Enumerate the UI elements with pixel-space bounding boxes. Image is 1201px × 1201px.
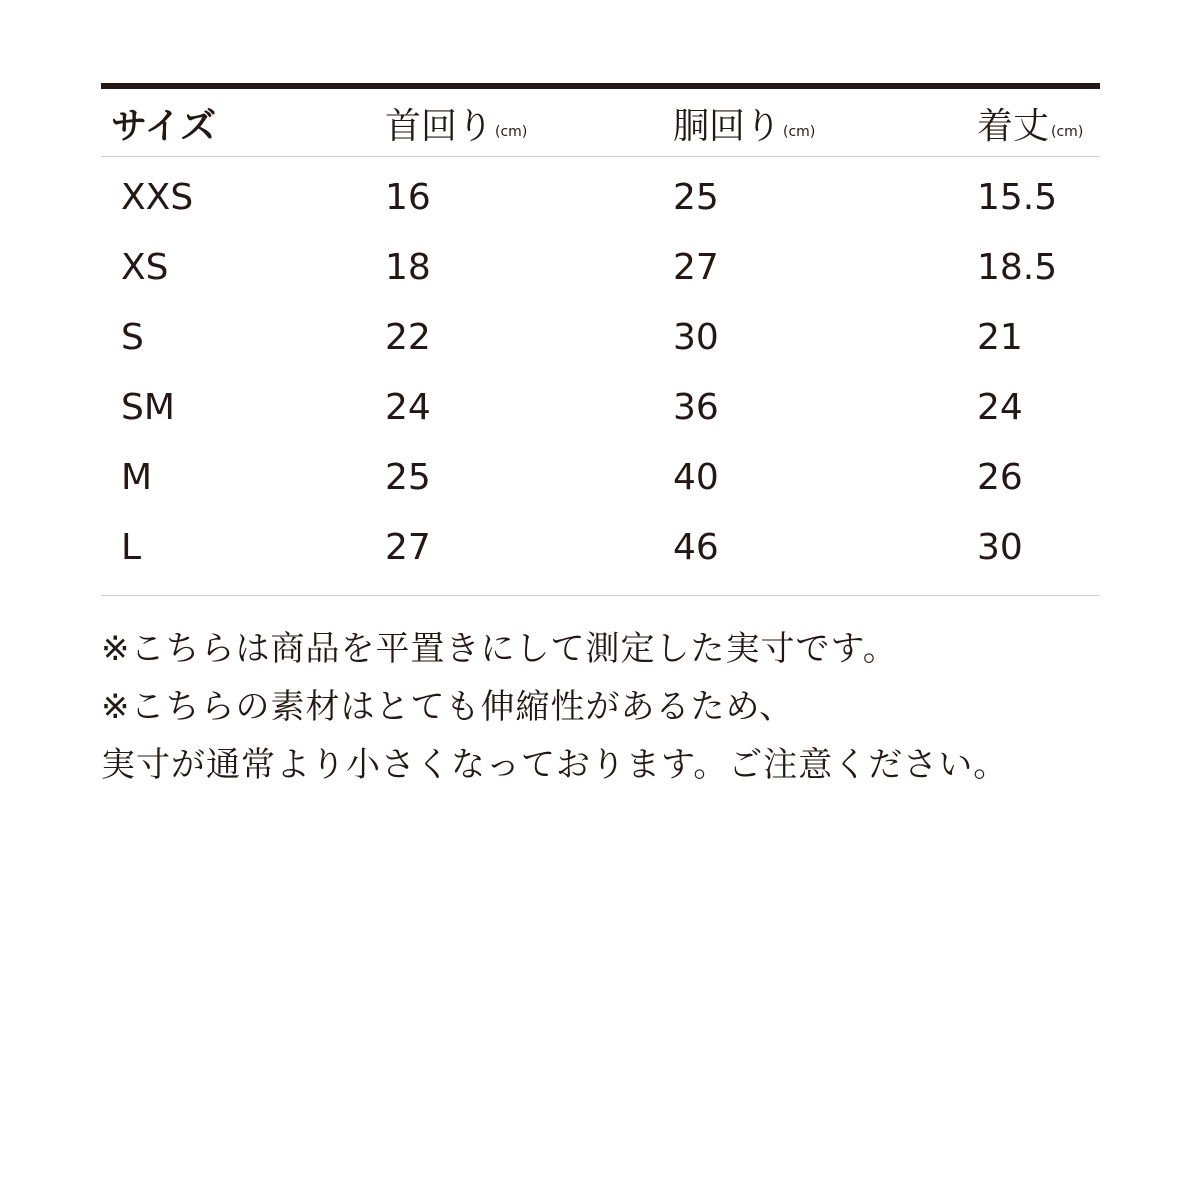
table-row bbox=[101, 160, 1100, 230]
table-body bbox=[101, 157, 1100, 596]
cell-neck: 27 bbox=[385, 527, 431, 568]
header-length-unit: (cm) bbox=[1051, 124, 1084, 140]
cell-size: XS bbox=[121, 247, 169, 288]
cell-chest: 36 bbox=[673, 387, 719, 428]
cell-length: 26 bbox=[977, 457, 1023, 498]
cell-neck: 22 bbox=[385, 317, 431, 358]
note-line-measurement: ※こちらは商品を平置きにして測定した実寸です。 bbox=[101, 629, 898, 669]
header-chest-unit: (cm) bbox=[783, 124, 816, 140]
cell-length: 30 bbox=[977, 527, 1023, 568]
cell-length: 18.5 bbox=[977, 247, 1058, 288]
cell-chest: 27 bbox=[673, 247, 719, 288]
table-row bbox=[101, 370, 1100, 440]
cell-length: 24 bbox=[977, 387, 1023, 428]
cell-chest: 40 bbox=[673, 457, 719, 498]
header-neck-unit: (cm) bbox=[495, 124, 528, 140]
table-row bbox=[101, 230, 1100, 300]
cell-size: SM bbox=[121, 387, 175, 428]
cell-size: L bbox=[121, 527, 142, 568]
cell-chest: 25 bbox=[673, 177, 719, 218]
cell-size: XXS bbox=[121, 177, 194, 218]
cell-size: M bbox=[121, 457, 153, 498]
cell-neck: 24 bbox=[385, 387, 431, 428]
table-row bbox=[101, 440, 1100, 510]
note-line-caution: 実寸が通常より小さくなっております。ご注意ください。 bbox=[101, 745, 1009, 785]
header-neck: 首回り (cm) bbox=[385, 106, 528, 147]
size-table bbox=[101, 83, 1100, 596]
cell-chest: 30 bbox=[673, 317, 719, 358]
cell-neck: 25 bbox=[385, 457, 431, 498]
notes bbox=[101, 620, 1101, 794]
cell-length: 15.5 bbox=[977, 177, 1058, 218]
note-line-stretch: ※こちらの素材はとても伸縮性があるため、 bbox=[101, 687, 795, 727]
cell-length: 21 bbox=[977, 317, 1023, 358]
cell-neck: 18 bbox=[385, 247, 431, 288]
cell-chest: 46 bbox=[673, 527, 719, 568]
header-size: サイズ bbox=[111, 106, 217, 147]
cell-neck: 16 bbox=[385, 177, 431, 218]
header-length: 着丈 (cm) bbox=[977, 106, 1084, 147]
table-header-row bbox=[101, 89, 1100, 157]
table-row bbox=[101, 510, 1100, 580]
cell-size: S bbox=[121, 317, 144, 358]
header-chest: 胴回り (cm) bbox=[673, 106, 816, 147]
table-row bbox=[101, 300, 1100, 370]
